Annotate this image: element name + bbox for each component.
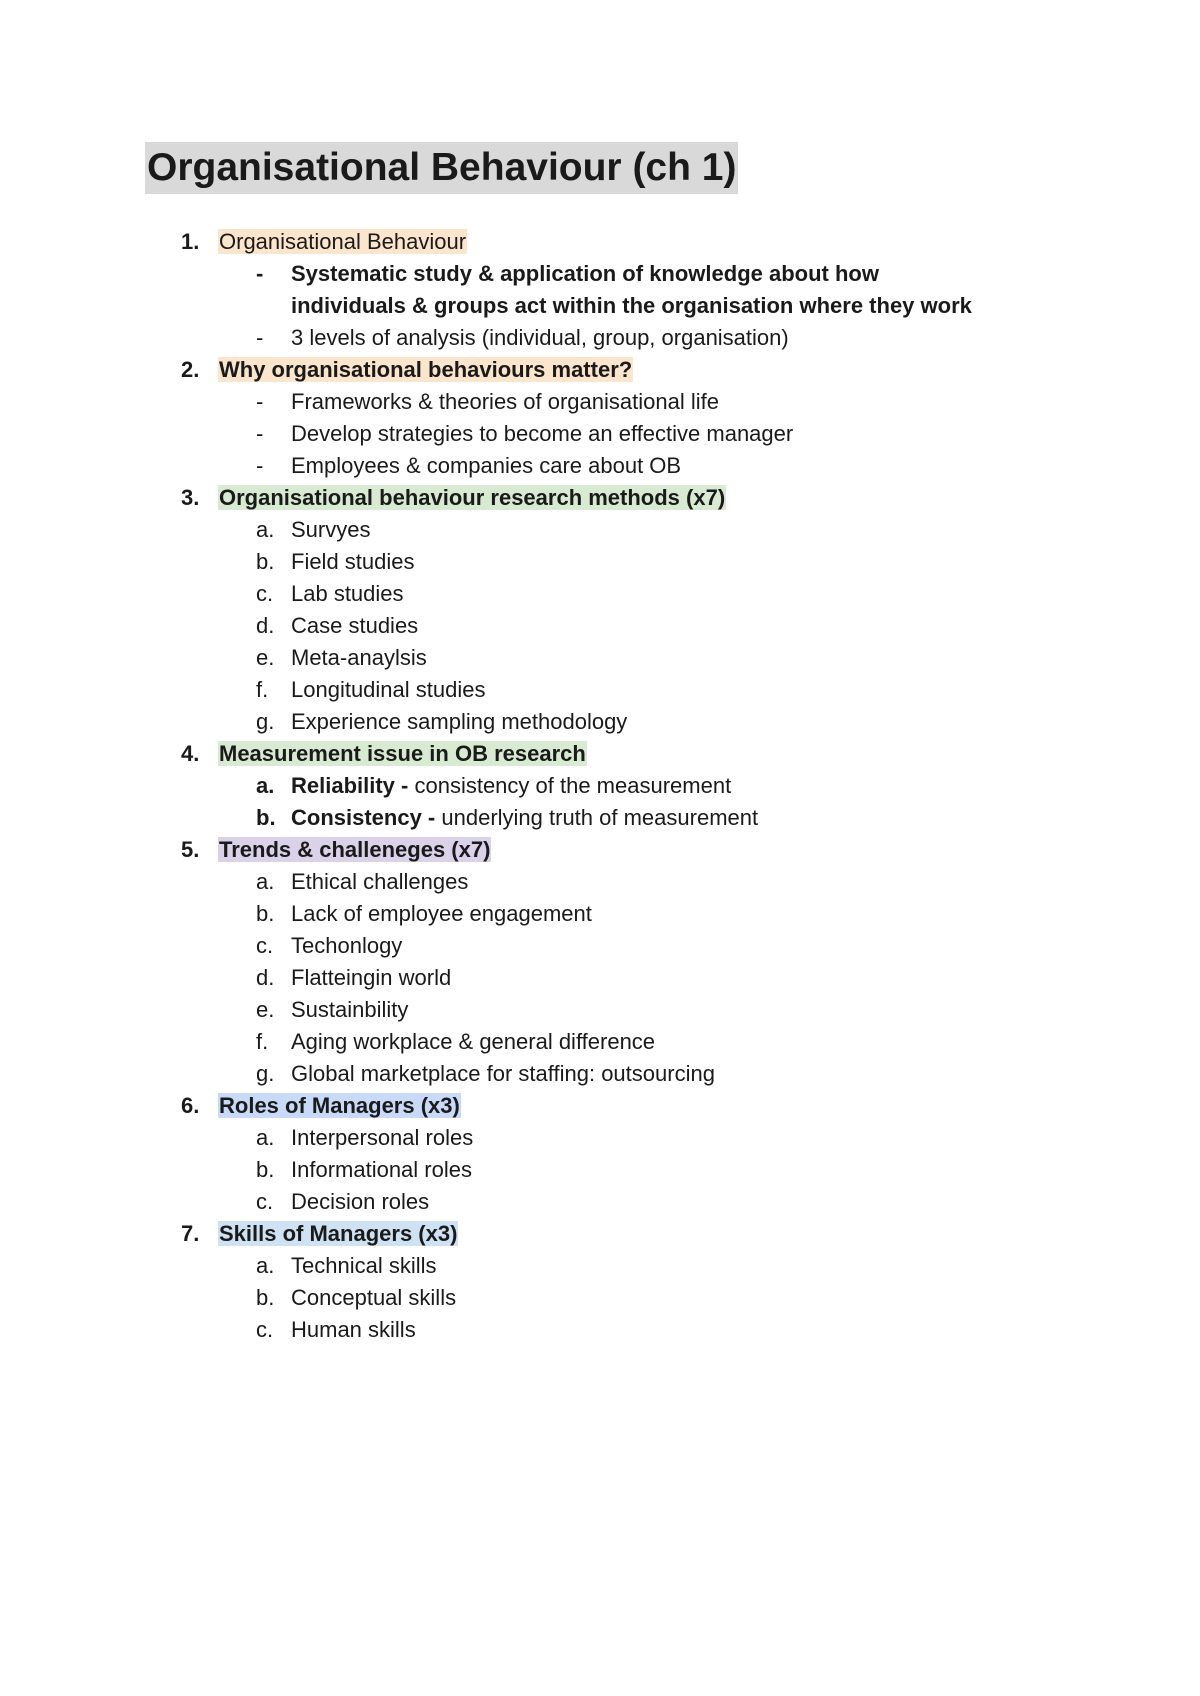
list-item-text: Lack of employee engagement	[291, 901, 592, 926]
list-marker: c.	[256, 933, 274, 958]
list-item	[0, 1282, 972, 1314]
list-item	[0, 802, 972, 834]
list-item-text: Frameworks & theories of organisational life	[291, 389, 719, 414]
list-item	[0, 418, 972, 450]
section-heading	[0, 738, 972, 770]
list-item	[0, 1186, 972, 1218]
list-item-text: Flatteingin world	[291, 965, 452, 990]
list-marker: -	[256, 325, 264, 350]
list-marker: -	[256, 421, 264, 446]
list-item-text: Interpersonal roles	[291, 1125, 474, 1150]
list-item	[0, 706, 972, 738]
outline-section	[0, 834, 972, 1090]
list-marker: f.	[256, 1029, 269, 1054]
list-marker: a.	[256, 869, 275, 894]
outline-section	[0, 354, 972, 482]
section-number: 4.	[181, 741, 200, 766]
section-number: 2.	[181, 357, 200, 382]
list-item	[0, 258, 972, 290]
list-item-text: Field studies	[291, 549, 415, 574]
list-item-text: Systematic study & application of knowledge about how	[291, 261, 879, 286]
section-number: 3.	[181, 485, 200, 510]
list-marker: g.	[256, 709, 275, 734]
list-item-text: consistency of the measurement	[408, 773, 732, 798]
list-marker: d.	[256, 613, 275, 638]
list-marker: e.	[256, 645, 275, 670]
list-item-text: Develop strategies to become an effective manager	[291, 421, 794, 446]
list-item-text: Lab studies	[291, 581, 404, 606]
list-item-text: Case studies	[291, 613, 419, 638]
list-item-text: Informational roles	[291, 1157, 472, 1182]
list-item-text: Meta-anaylsis	[291, 645, 427, 670]
list-item-text: Techonlogy	[291, 933, 403, 958]
section-heading	[0, 226, 972, 258]
list-item	[0, 642, 972, 674]
list-item	[0, 386, 972, 418]
list-item-text: Global marketplace for staffing: outsourcing	[291, 1061, 715, 1086]
list-item-text: Longitudinal studies	[291, 677, 486, 702]
section-number: 5.	[181, 837, 200, 862]
list-marker: a.	[256, 1125, 275, 1150]
list-marker: c.	[256, 1317, 274, 1342]
section-heading-text: Organisational Behaviour	[219, 229, 467, 254]
outline-section	[0, 482, 972, 738]
list-item	[0, 994, 972, 1026]
list-item	[0, 674, 972, 706]
section-heading	[0, 834, 972, 866]
outline-section	[0, 1218, 972, 1346]
list-item-text: individuals & groups act within the organisation where they work	[291, 293, 972, 318]
list-item	[0, 610, 972, 642]
list-marker: -	[256, 453, 264, 478]
page-title: Organisational Behaviour (ch 1)	[145, 142, 738, 194]
list-marker: d.	[256, 965, 275, 990]
list-item	[0, 1314, 972, 1346]
list-item-term: Reliability -	[291, 773, 409, 798]
section-heading-text: Organisational behaviour research methods (x7)	[219, 485, 726, 510]
list-marker: e.	[256, 997, 275, 1022]
list-item-text: Experience sampling methodology	[291, 709, 628, 734]
list-item	[0, 1154, 972, 1186]
list-item	[0, 322, 972, 354]
list-marker: b.	[256, 1157, 275, 1182]
list-marker: -	[256, 261, 264, 286]
section-heading-text: Roles of Managers (x3)	[219, 1093, 460, 1118]
list-item-text: Ethical challenges	[291, 869, 469, 894]
list-item	[0, 930, 972, 962]
list-item	[0, 1026, 972, 1058]
list-item-text: Sustainbility	[291, 997, 409, 1022]
list-item	[0, 450, 972, 482]
list-marker: g.	[256, 1061, 275, 1086]
list-marker: c.	[256, 581, 274, 606]
outline-section	[0, 738, 972, 834]
list-item	[0, 1250, 972, 1282]
list-item-text: Employees & companies care about OB	[291, 453, 682, 478]
section-number: 6.	[181, 1093, 200, 1118]
list-item-text: Human skills	[291, 1317, 416, 1342]
list-marker: f.	[256, 677, 269, 702]
list-marker: b.	[256, 1285, 275, 1310]
list-marker: c.	[256, 1189, 274, 1214]
section-number: 7.	[181, 1221, 200, 1246]
section-heading	[0, 1090, 972, 1122]
list-item-text: Decision roles	[291, 1189, 430, 1214]
outline-section	[0, 226, 972, 354]
list-item-text: 3 levels of analysis (individual, group, organisation)	[291, 325, 789, 350]
list-item	[0, 770, 972, 802]
list-marker: a.	[256, 517, 275, 542]
list-item	[0, 962, 972, 994]
list-marker: a.	[256, 1253, 275, 1278]
outline-list	[0, 226, 972, 1346]
section-heading-text: Measurement issue in OB research	[219, 741, 586, 766]
list-item	[0, 546, 972, 578]
section-heading	[0, 354, 972, 386]
list-marker: -	[256, 389, 264, 414]
section-number: 1.	[181, 229, 200, 254]
list-item-text: Conceptual skills	[291, 1285, 457, 1310]
list-item-text: Aging workplace & general difference	[291, 1029, 656, 1054]
section-heading	[0, 1218, 972, 1250]
list-marker: a.	[256, 773, 275, 798]
list-marker: b.	[256, 549, 275, 574]
list-item-term: Consistency -	[291, 805, 436, 830]
list-item-text: Technical skills	[291, 1253, 437, 1278]
list-item	[0, 290, 972, 322]
list-item	[0, 1058, 972, 1090]
list-marker: b.	[256, 901, 275, 926]
section-heading-text: Why organisational behaviours matter?	[219, 357, 633, 382]
list-item	[0, 898, 972, 930]
list-item	[0, 514, 972, 546]
outline-section	[0, 1090, 972, 1218]
list-item-text: underlying truth of measurement	[435, 805, 759, 830]
list-item	[0, 1122, 972, 1154]
list-item	[0, 866, 972, 898]
list-marker: b.	[256, 805, 276, 830]
section-heading	[0, 482, 972, 514]
list-item-text: Survyes	[291, 517, 371, 542]
section-heading-text: Skills of Managers (x3)	[219, 1221, 458, 1246]
section-heading-text: Trends & challeneges (x7)	[219, 837, 491, 862]
list-item	[0, 578, 972, 610]
